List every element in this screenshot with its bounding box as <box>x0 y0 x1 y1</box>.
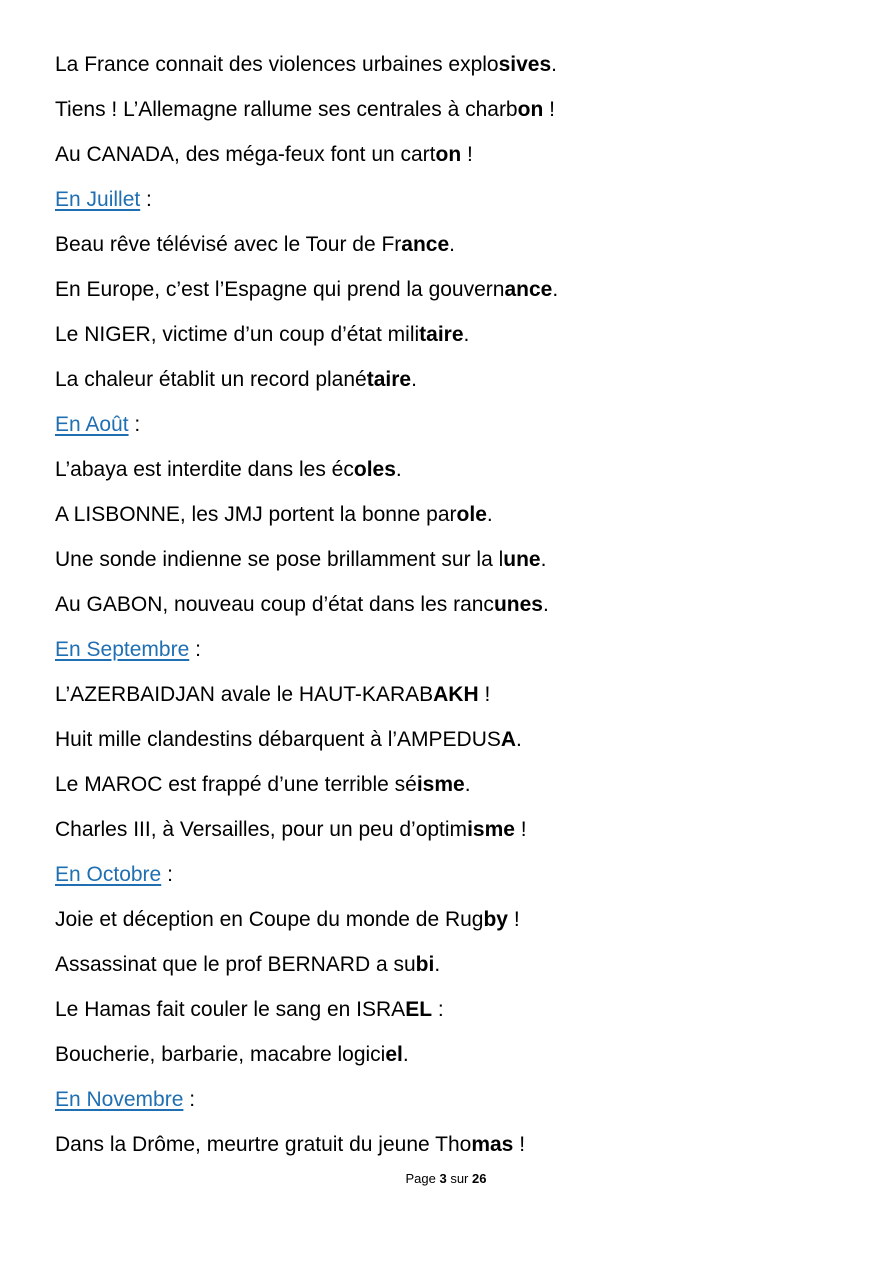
verse-rhyme: taire <box>419 323 464 346</box>
verse-punctuation: . <box>540 548 547 571</box>
heading-colon: : <box>183 1088 196 1111</box>
verse-punctuation: . <box>464 773 471 796</box>
verse-text: La chaleur établit un record plané <box>55 368 367 391</box>
verse-punctuation: ! <box>478 683 491 706</box>
verse-rhyme: EL <box>405 998 433 1021</box>
verse-rhyme: A <box>500 728 517 751</box>
verse-line <box>55 357 855 402</box>
verse-punctuation: ! <box>513 1133 526 1156</box>
verse-text: En Europe, c’est l’Espagne qui prend la gouvern <box>55 278 505 301</box>
verse-punctuation: . <box>516 728 522 751</box>
verse-line <box>55 942 855 987</box>
verse-rhyme: bi <box>415 953 435 976</box>
verse-line <box>55 447 855 492</box>
verse-rhyme: on <box>435 143 462 166</box>
verse-text: Tiens ! L’Allemagne rallume ses centrales à charb <box>55 98 518 121</box>
verse-text: La France connait des violences urbaines explo <box>55 53 499 76</box>
verse-rhyme: ance <box>401 233 450 256</box>
month-heading <box>55 627 855 672</box>
footer-middle: sur <box>446 1171 473 1186</box>
month-link[interactable]: En Juillet <box>55 188 141 211</box>
verse-rhyme: isme <box>416 773 465 796</box>
verse-text: Boucherie, barbarie, macabre logici <box>55 1043 386 1066</box>
verse-punctuation: . <box>552 278 559 301</box>
verse-rhyme: by <box>483 908 508 931</box>
verse-punctuation: . <box>434 953 441 976</box>
verse-rhyme: el <box>385 1043 403 1066</box>
verse-punctuation: . <box>463 323 470 346</box>
verse-rhyme: on <box>517 98 544 121</box>
verse-punctuation: ! <box>543 98 555 121</box>
verse-text: Le MAROC est frappé d’une terrible sé <box>55 773 417 796</box>
verse-line <box>55 492 855 537</box>
verse-line <box>55 87 855 132</box>
verse-line <box>55 897 855 942</box>
month-link[interactable]: En Novembre <box>55 1088 184 1111</box>
verse-line <box>55 987 855 1032</box>
verse-text: Huit mille clandestins débarquent à l’AMPEDUS <box>55 728 501 751</box>
verse-rhyme: mas <box>471 1133 514 1156</box>
heading-colon: : <box>128 413 141 436</box>
verse-text: Joie et déception en Coupe du monde de Rug <box>55 908 484 931</box>
verse-line <box>55 762 855 807</box>
verse-line <box>55 1122 855 1167</box>
verse-line <box>55 582 855 627</box>
verse-punctuation: . <box>551 53 558 76</box>
verse-text: Charles III, à Versailles, pour un peu d’optim <box>55 818 468 841</box>
verse-line <box>55 222 855 267</box>
verse-text: A LISBONNE, les JMJ portent la bonne par <box>55 503 457 526</box>
verse-text: L’abaya est interdite dans les éc <box>55 458 354 481</box>
verse-text: L’AZERBAIDJAN avale le HAUT-KARAB <box>55 683 434 706</box>
verse-line <box>55 267 855 312</box>
month-heading <box>55 1077 855 1122</box>
verse-line <box>55 132 855 177</box>
verse-punctuation: ! <box>508 908 520 931</box>
verse-line <box>55 807 855 852</box>
month-link[interactable]: En Octobre <box>55 863 162 886</box>
verse-text: Une sonde indienne se pose brillamment sur la l <box>55 548 504 571</box>
verse-rhyme: unes <box>493 593 543 616</box>
verse-punctuation: . <box>542 593 549 616</box>
verse-punctuation: ! <box>461 143 473 166</box>
month-link[interactable]: En Septembre <box>55 638 190 661</box>
verse-rhyme: ance <box>504 278 553 301</box>
verse-punctuation: ! <box>514 818 527 841</box>
verse-line <box>55 312 855 357</box>
month-heading <box>55 852 855 897</box>
verse-text: Au GABON, nouveau coup d’état dans les ranc <box>55 593 494 616</box>
verse-punctuation: . <box>411 368 417 391</box>
verse-line <box>55 1032 855 1077</box>
verse-line <box>55 717 855 762</box>
page-footer <box>0 1170 892 1188</box>
verse-rhyme: ole <box>456 503 487 526</box>
month-link[interactable]: En Août <box>55 413 129 436</box>
month-heading <box>55 402 855 447</box>
verse-text: Dans la Drôme, meurtre gratuit du jeune Tho <box>55 1133 472 1156</box>
poem-body <box>55 42 855 1167</box>
verse-line <box>55 42 855 87</box>
verse-punctuation: . <box>395 458 402 481</box>
verse-rhyme: oles <box>353 458 396 481</box>
heading-colon: : <box>189 638 201 661</box>
verse-rhyme: une <box>503 548 541 571</box>
verse-punctuation: . <box>449 233 456 256</box>
month-heading <box>55 177 855 222</box>
verse-text: Le Hamas fait couler le sang en ISRA <box>55 998 406 1021</box>
verse-text: Assassinat que le prof BERNARD a su <box>55 953 416 976</box>
verse-punctuation: . <box>402 1043 409 1066</box>
verse-line <box>55 537 855 582</box>
verse-text: Beau rêve télévisé avec le Tour de Fr <box>55 233 402 256</box>
verse-punctuation: : <box>432 998 444 1021</box>
heading-colon: : <box>161 863 173 886</box>
verse-rhyme: AKH <box>433 683 479 706</box>
current-page-number: 3 <box>439 1171 447 1186</box>
verse-rhyme: taire <box>366 368 412 391</box>
verse-rhyme: isme <box>467 818 515 841</box>
verse-text: Le NIGER, victime d’un coup d’état mili <box>55 323 420 346</box>
verse-punctuation: . <box>486 503 493 526</box>
footer-prefix: Page <box>405 1171 440 1186</box>
verse-text: Au CANADA, des méga-feux font un cart <box>55 143 436 166</box>
verse-line <box>55 672 855 717</box>
total-page-count: 26 <box>472 1171 487 1186</box>
heading-colon: : <box>140 188 152 211</box>
verse-rhyme: sives <box>498 53 552 76</box>
